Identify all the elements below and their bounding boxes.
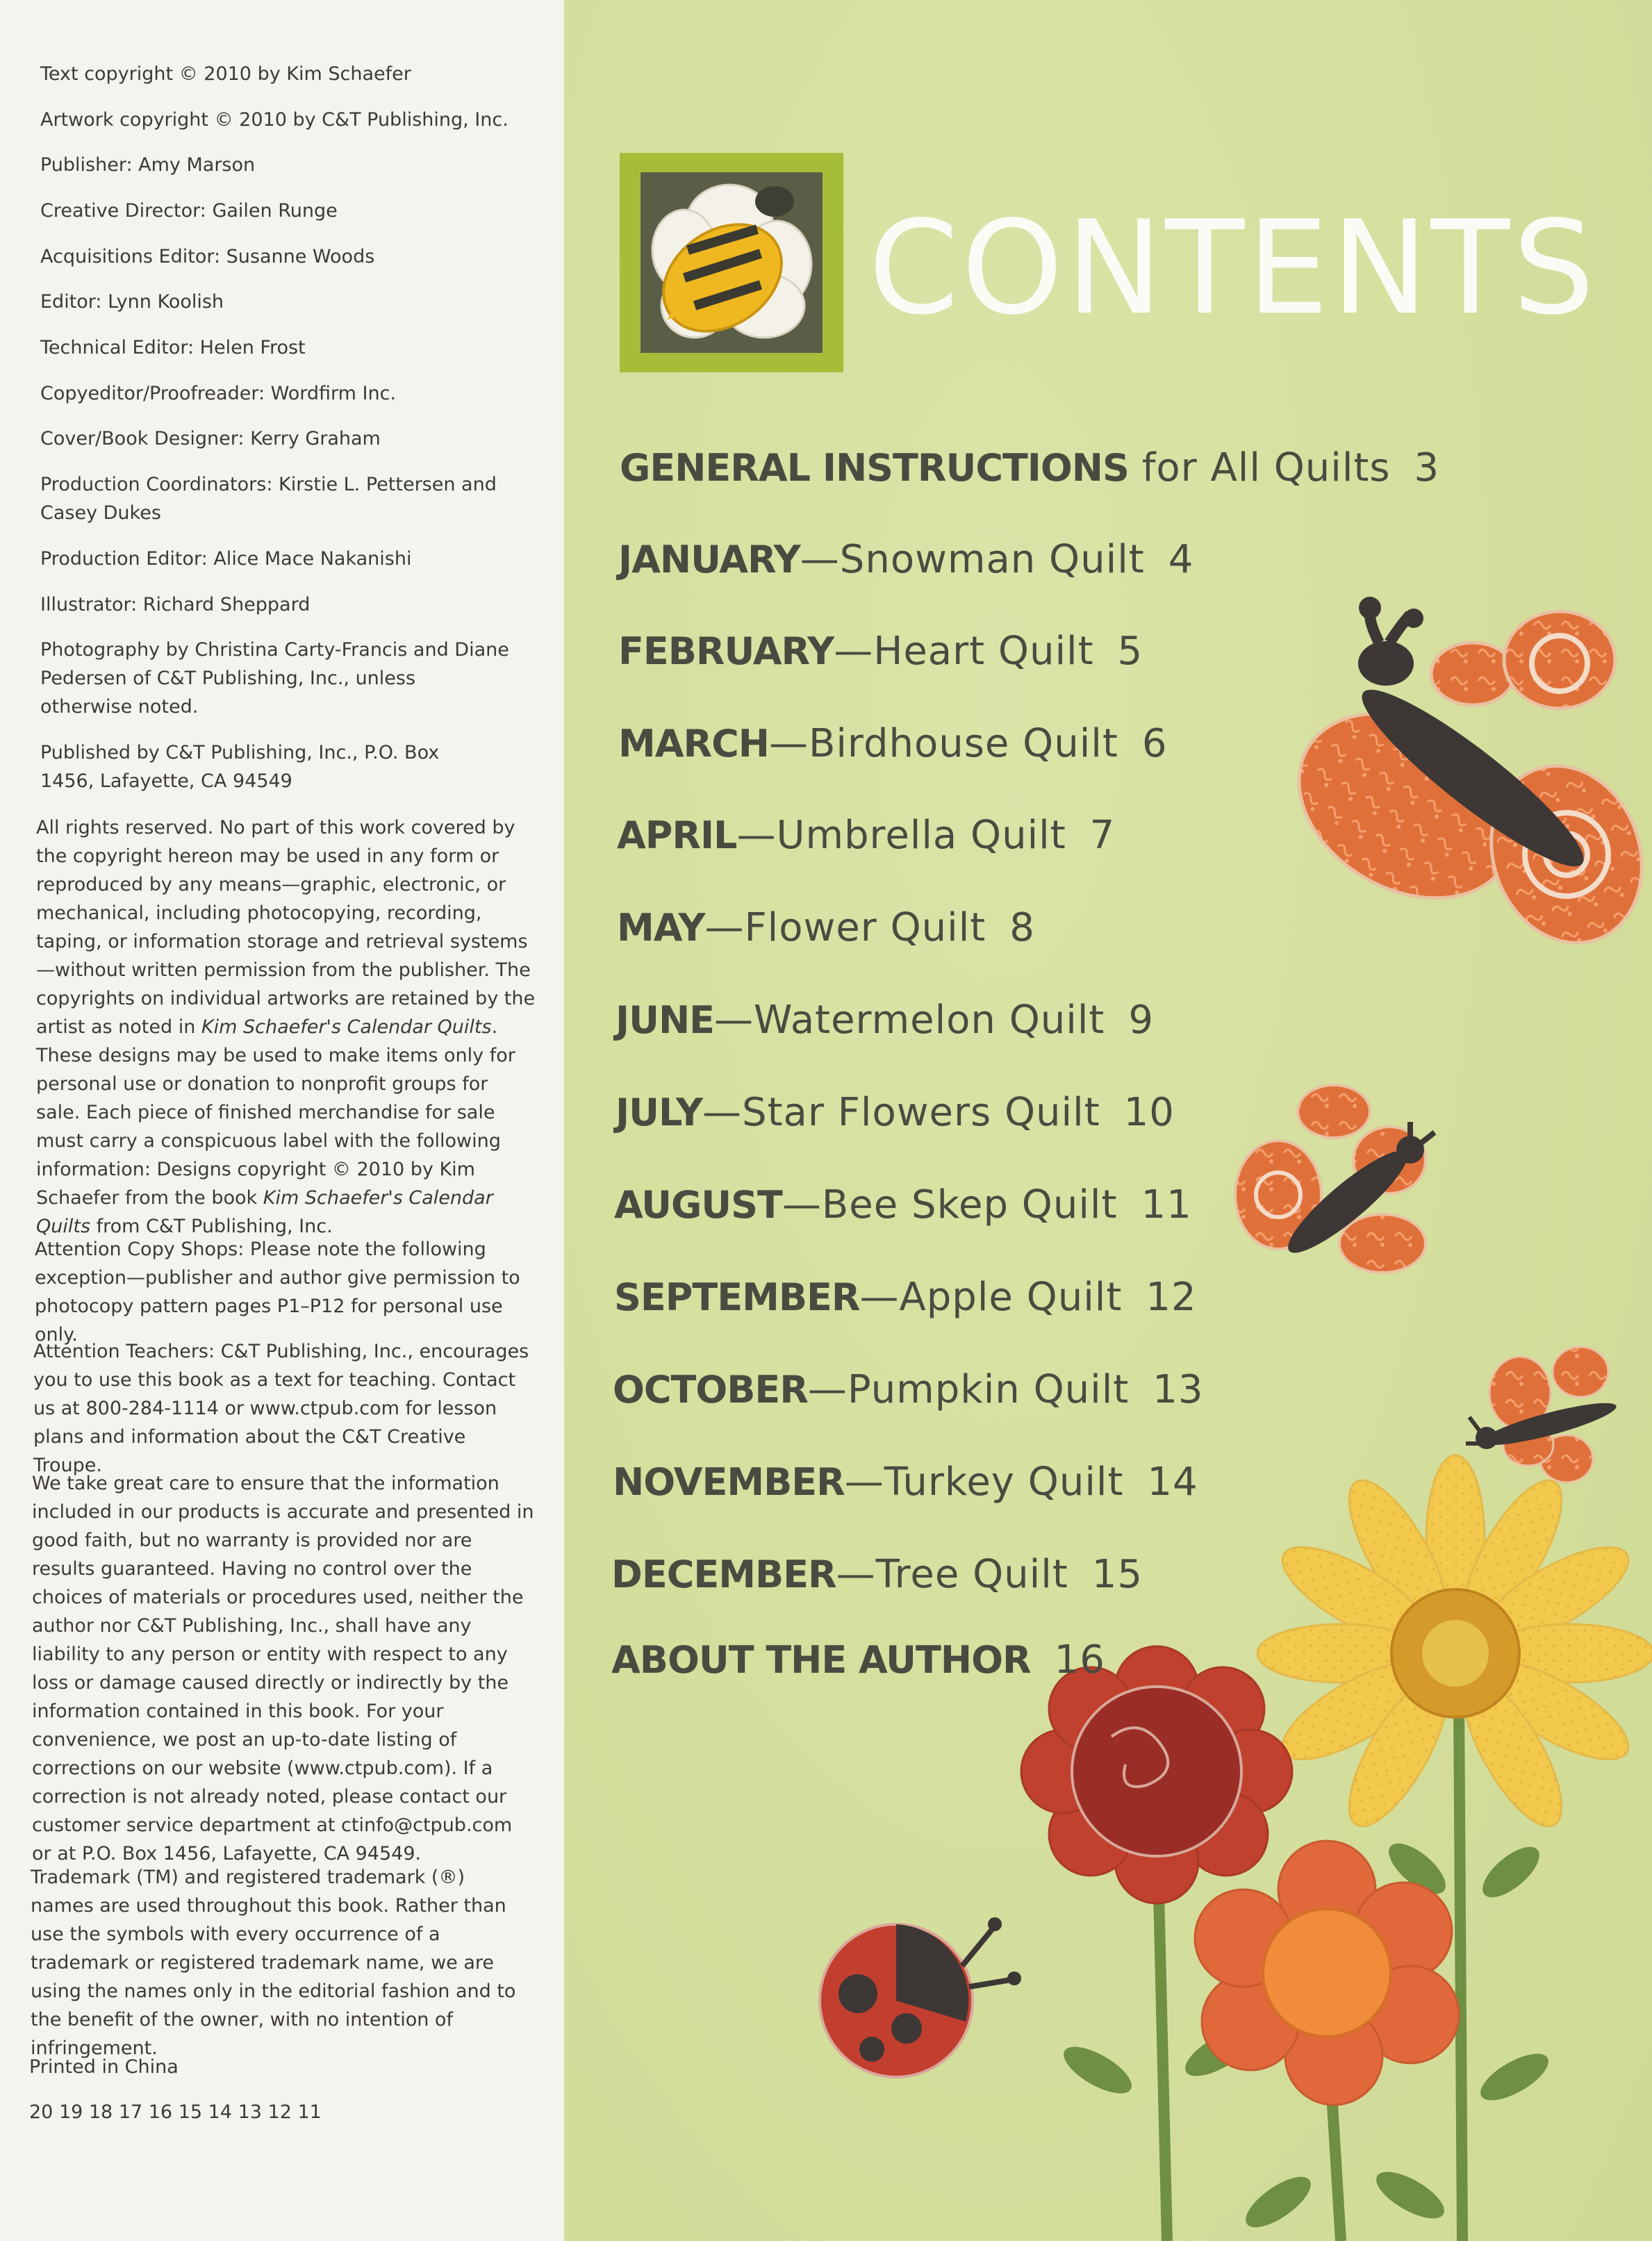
copyright-line: Cover/Book Designer: Kerry Graham [40, 428, 381, 449]
copyright-line: Creative Director: Gailen Runge [40, 200, 338, 222]
red-flower-icon [1021, 1646, 1292, 1903]
trademark-paragraph: Trademark (TM) and registered trademark (®) names are used throughout this book. Rather than use the symbols with every occurrence of a trademark or registered trademark name, we are using the names only in the editorial fashion and to the benefit of the owner, with no intention of infringement. [31, 1867, 516, 2059]
butterfly-icon [1466, 1347, 1619, 1482]
toc-entry[interactable]: NOVEMBER—Turkey Quilt 14 [613, 1459, 1198, 1505]
toc-entry[interactable]: JUNE—Watermelon Quilt 9 [616, 998, 1154, 1043]
copyright-line: Illustrator: Richard Sheppard [40, 594, 311, 615]
toc-entry[interactable]: MAY—Flower Quilt 8 [617, 905, 1035, 950]
copyright-line: Artwork copyright © 2010 by C&T Publishing, Inc. [40, 109, 509, 131]
toc-entry[interactable]: APRIL—Umbrella Quilt 7 [617, 813, 1116, 858]
toc-entry[interactable]: GENERAL INSTRUCTIONS for All Quilts 3 [620, 445, 1440, 490]
toc-entry[interactable]: DECEMBER—Tree Quilt 15 [611, 1552, 1143, 1597]
copyright-line: Photography by Christina Carty-Francis and Diane Pedersen of C&T Publishing, Inc., unless otherwise noted. [40, 639, 509, 718]
toc-entry[interactable]: JANUARY—Snowman Quilt 4 [618, 537, 1194, 582]
bee-icon [620, 153, 843, 372]
toc-entry[interactable]: ABOUT THE AUTHOR 16 [611, 1637, 1105, 1682]
toc-entry[interactable]: MARCH—Birdhouse Quilt 6 [618, 721, 1168, 766]
printed-in: Printed in China [29, 2056, 179, 2078]
print-run: 20 19 18 17 16 15 14 13 12 11 [29, 2101, 322, 2123]
copyright-line: Production Coordinators: Kirstie L. Pettersen and Casey Dukes [40, 474, 497, 524]
copyright-line: Production Editor: Alice Mace Nakanishi [40, 548, 412, 570]
teachers-paragraph: Attention Teachers: C&T Publishing, Inc., encourages you to use this book as a text for teaching. Contact us at 800-284-1114 or www.ctpub.com for lesson plans and information about the C&T Creative Troupe. [33, 1341, 529, 1476]
butterfly-icon [1235, 1085, 1435, 1273]
copyright-line: Acquisitions Editor: Susanne Woods [40, 246, 375, 267]
page-title: CONTENTS [868, 192, 1598, 343]
copyright-line: Technical Editor: Helen Frost [40, 337, 306, 358]
toc-entry[interactable]: SEPTEMBER—Apple Quilt 12 [614, 1275, 1197, 1320]
rights-paragraph: All rights reserved. No part of this work covered by the copyright hereon may be used in any form or reproduced by any means—graphic, electronic, or mechanical, including photocopying, recording, taping, or information storage and retrieval systems—without written permission from the publisher. The copyrights on individual artworks are retained by the artist as noted in Kim Schaefer's Calendar Quilts. These designs may be used to make items only for personal use or donation to nonprofit groups for sale. Each piece of finished merchandise for sale must carry a conspicuous label with the following information: Designs copyright © 2010 by Kim Schaefer from the book Kim Schaefer's Calendar Quilts from C&T Publishing, Inc. [36, 817, 536, 1237]
copyright-line: Published by C&T Publishing, Inc., P.O. Box 1456, Lafayette, CA 94549 [40, 742, 440, 792]
warranty-paragraph: We take great care to ensure that the information included in our products is accurate and presented in good faith, but no warranty is provided nor are results guaranteed. Having no control over the choices of materials or procedures used, neither the author nor C&T Publishing, Inc., shall have any liability to any person or entity with respect to any loss or damage caused directly or indirectly by the information contained in this book. For your convenience, we post an up-to-date listing of corrections on our website (www.ctpub.com). If a correction is not already noted, please contact our customer service department at ctinfo@ctpub.com or at P.O. Box 1456, Lafayette, CA 94549. [32, 1473, 534, 1864]
toc-entry[interactable]: OCTOBER—Pumpkin Quilt 13 [613, 1367, 1204, 1412]
toc-entry[interactable]: JULY—Star Flowers Quilt 10 [616, 1090, 1175, 1135]
copy-shops-paragraph: Attention Copy Shops: Please note the following exception—publisher and author give permission to photocopy pattern pages P1–P12 for personal use only. [35, 1239, 520, 1346]
toc-entry[interactable]: FEBRUARY—Heart Quilt 5 [618, 629, 1143, 674]
copyright-line: Copyeditor/Proofreader: Wordfirm Inc. [40, 383, 397, 404]
butterfly-icon [1266, 597, 1652, 964]
toc-entry[interactable]: AUGUST—Bee Skep Quilt 11 [614, 1182, 1192, 1227]
copyright-line: Publisher: Amy Marson [40, 154, 256, 176]
copyright-line: Editor: Lynn Koolish [40, 291, 224, 313]
ladybug-icon [820, 1917, 1021, 2077]
copyright-line: Text copyright © 2010 by Kim Schaefer [40, 63, 411, 85]
